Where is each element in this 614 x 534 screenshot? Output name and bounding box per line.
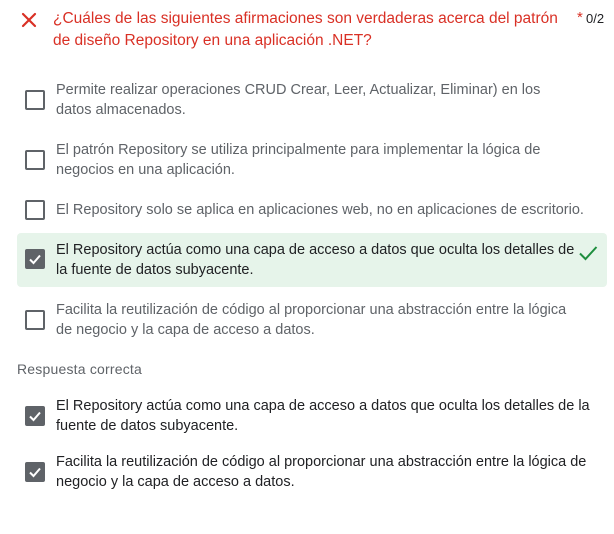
close-icon — [19, 10, 39, 30]
option-5[interactable] — [17, 298, 607, 344]
checkbox-unchecked[interactable] — [25, 310, 45, 330]
option-2[interactable] — [17, 138, 607, 184]
answer-label: El Repository actúa como una capa de acceso a datos que oculta los detalles de la fuente de datos subyacente. — [56, 398, 590, 434]
checkmark-icon — [27, 251, 43, 267]
checkbox-checked[interactable] — [25, 249, 45, 269]
checkbox-checked — [25, 406, 45, 426]
checkmark-icon — [27, 408, 43, 424]
option-label: Facilita la reutilización de código al proporcionar una abstracción entre la lógica de negocio y la capa de acceso a datos. — [56, 302, 567, 338]
option-label: El Repository solo se aplica en aplicaciones web, no en aplicaciones de escritorio. — [56, 202, 584, 218]
option-3[interactable] — [17, 198, 607, 224]
option-label: El patrón Repository se utiliza principalmente para implementar la lógica de negocios en una aplicación. — [56, 142, 541, 178]
option-label: El Repository actúa como una capa de acceso a datos que oculta los detalles de la fuente de datos subyacente. — [56, 242, 575, 278]
option-1[interactable] — [17, 78, 607, 124]
checkbox-unchecked[interactable] — [25, 200, 45, 220]
check-icon — [577, 242, 599, 264]
checkbox-unchecked[interactable] — [25, 90, 45, 110]
checkbox-checked — [25, 462, 45, 482]
answer-label: Facilita la reutilización de código al proporcionar una abstracción entre la lógica de negocio y la capa de acceso a datos. — [56, 454, 587, 490]
option-label: Permite realizar operaciones CRUD Crear, Leer, Actualizar, Eliminar) en los datos almacenados. — [56, 82, 541, 118]
checkmark-icon — [27, 464, 43, 480]
correct-answer-heading: Respuesta correcta — [17, 361, 142, 377]
correct-answer-item-1 — [17, 394, 607, 440]
question-score: 0/2 — [586, 11, 605, 26]
checkbox-unchecked[interactable] — [25, 150, 45, 170]
required-marker: * — [577, 9, 583, 26]
question-header — [0, 0, 614, 60]
correct-answer-item-2 — [17, 450, 607, 496]
question-title: ¿Cuáles de las siguientes afirmaciones son verdaderas acerca del patrón de diseño Repository en una aplicación .NET? — [53, 10, 558, 49]
option-4-selected-correct[interactable] — [17, 233, 607, 287]
